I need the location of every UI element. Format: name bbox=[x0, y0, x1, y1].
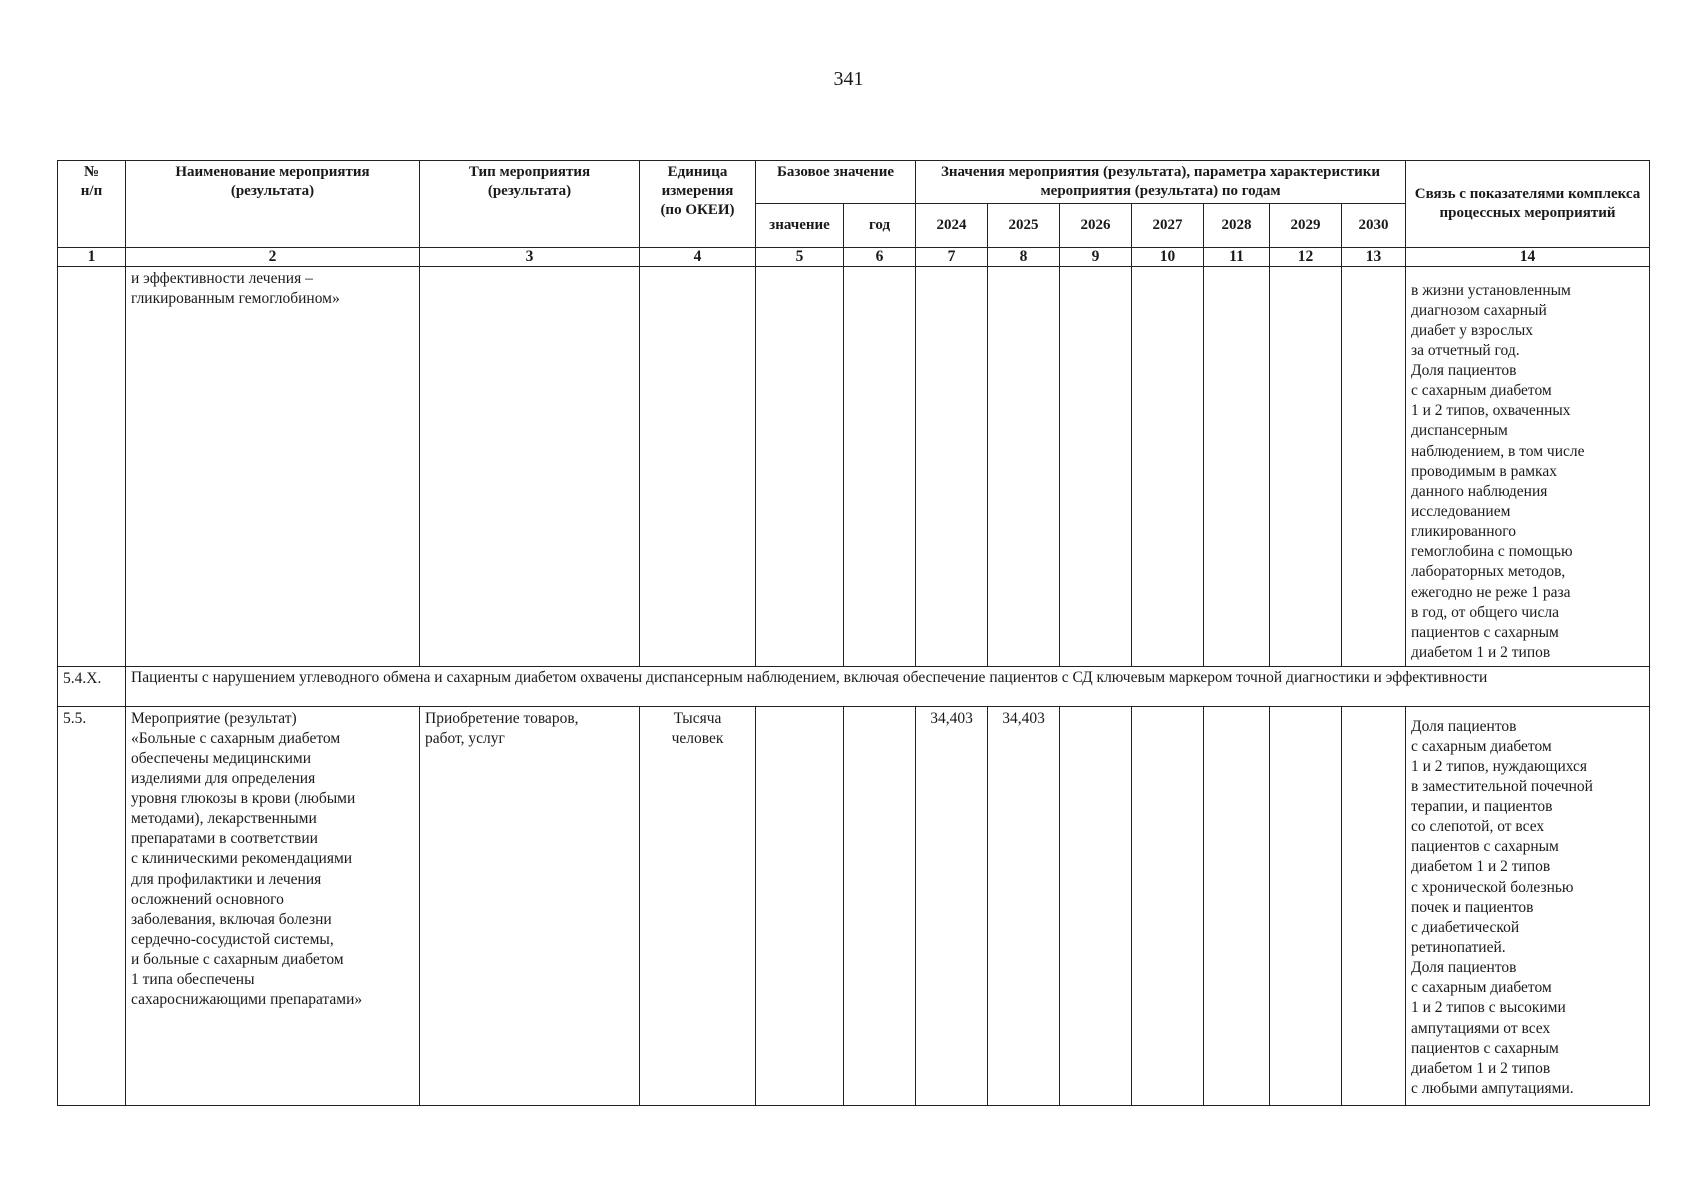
header-base-value: значение bbox=[756, 203, 844, 247]
row-name: и эффективности лечения – гликированным гемоглобином» bbox=[126, 266, 420, 666]
header-name: Наименование мероприятия (результата) bbox=[126, 161, 420, 248]
section-text: Пациенты с нарушением углеводного обмена и сахарным диабетом охвачены диспансерным наблюдением, включая обеспечение пациентов с СД ключевым маркером точной диагностики и эффективности bbox=[126, 666, 1650, 706]
row-name: Мероприятие (результат) «Больные с сахарным диабетом обеспечены медицинскими изделиями для определения уровня глюкозы в крови (любыми методами), лекарственными препаратами в соответствии с клиническими рекомендациями для профилактики и лечения осложнений основного заболевания, включая болезни сердечно-сосудистой системы, и больные с сахарным диабетом 1 типа обеспечены сахароснижающими препаратами» bbox=[126, 706, 420, 1106]
column-number: 11 bbox=[1204, 247, 1270, 266]
empty-cell bbox=[58, 266, 126, 666]
empty-cell bbox=[844, 706, 916, 1106]
header-base-year: год bbox=[844, 203, 916, 247]
column-number: 3 bbox=[420, 247, 640, 266]
empty-cell bbox=[640, 266, 756, 666]
empty-cell bbox=[756, 266, 844, 666]
column-number: 9 bbox=[1060, 247, 1132, 266]
header-base: Базовое значение bbox=[756, 161, 916, 204]
header-year: 2025 bbox=[988, 203, 1060, 247]
column-number: 5 bbox=[756, 247, 844, 266]
measures-table bbox=[57, 160, 1650, 1106]
section-num: 5.4.X. bbox=[58, 666, 126, 706]
empty-cell bbox=[1132, 706, 1204, 1106]
empty-cell bbox=[988, 266, 1060, 666]
empty-cell bbox=[916, 266, 988, 666]
header-year: 2026 bbox=[1060, 203, 1132, 247]
column-number: 12 bbox=[1270, 247, 1342, 266]
header-num: № н/п bbox=[58, 161, 126, 248]
value-2024: 34,403 bbox=[916, 706, 988, 1106]
empty-cell bbox=[1204, 266, 1270, 666]
empty-cell bbox=[1060, 266, 1132, 666]
column-number: 4 bbox=[640, 247, 756, 266]
section-row bbox=[58, 666, 1650, 706]
empty-cell bbox=[1342, 266, 1406, 666]
header-type: Тип мероприятия (результата) bbox=[420, 161, 640, 248]
empty-cell bbox=[1132, 266, 1204, 666]
header-year: 2027 bbox=[1132, 203, 1204, 247]
column-number: 8 bbox=[988, 247, 1060, 266]
column-number: 2 bbox=[126, 247, 420, 266]
column-number: 6 bbox=[844, 247, 916, 266]
header-year: 2024 bbox=[916, 203, 988, 247]
page-number: 341 bbox=[833, 68, 864, 90]
header-link: Связь с показателями комплекса процессных мероприятий bbox=[1406, 161, 1650, 248]
column-number-row bbox=[58, 247, 1650, 266]
column-number: 13 bbox=[1342, 247, 1406, 266]
table-row bbox=[58, 706, 1650, 1106]
column-number: 14 bbox=[1406, 247, 1650, 266]
header-unit: Единица измерения (по ОКЕИ) bbox=[640, 161, 756, 248]
empty-cell bbox=[1270, 706, 1342, 1106]
value-2025: 34,403 bbox=[988, 706, 1060, 1106]
table-row bbox=[58, 266, 1650, 666]
empty-cell bbox=[1204, 706, 1270, 1106]
row-unit: Тысяча человек bbox=[640, 706, 756, 1106]
row-type: Приобретение товаров, работ, услуг bbox=[420, 706, 640, 1106]
header-year: 2029 bbox=[1270, 203, 1342, 247]
empty-cell bbox=[420, 266, 640, 666]
empty-cell bbox=[1270, 266, 1342, 666]
header-year: 2030 bbox=[1342, 203, 1406, 247]
empty-cell bbox=[1342, 706, 1406, 1106]
empty-cell bbox=[1060, 706, 1132, 1106]
empty-cell bbox=[756, 706, 844, 1106]
column-number: 10 bbox=[1132, 247, 1204, 266]
row-link: Доля пациентов с сахарным диабетом 1 и 2 типов, нуждающихся в заместительной почечной терапии, и пациентов со слепотой, от всех пациентов с сахарным диабетом 1 и 2 типов с хронической болезнью почек и пациентов с диабетической ретинопатией. Доля пациентов с сахарным диабетом 1 и 2 типов с высокими ампутациями от всех пациентов с сахарным диабетом 1 и 2 типов с любыми ампутациями. bbox=[1406, 706, 1650, 1106]
row-link: в жизни установленным диагнозом сахарный диабет у взрослых за отчетный год. Доля пациентов с сахарным диабетом 1 и 2 типов, охваченных диспансерным наблюдением, в том числе проводимым в рамках данного наблюдения исследованием гликированного гемоглобина с помощью лабораторных методов, ежегодно не реже 1 раза в год, от общего числа пациентов с сахарным диабетом 1 и 2 типов bbox=[1406, 266, 1650, 666]
empty-cell bbox=[844, 266, 916, 666]
column-number: 1 bbox=[58, 247, 126, 266]
row-num: 5.5. bbox=[58, 706, 126, 1106]
header-year: 2028 bbox=[1204, 203, 1270, 247]
column-number: 7 bbox=[916, 247, 988, 266]
header-values: Значения мероприятия (результата), параметра характеристики мероприятия (результата) по годам bbox=[916, 161, 1406, 204]
